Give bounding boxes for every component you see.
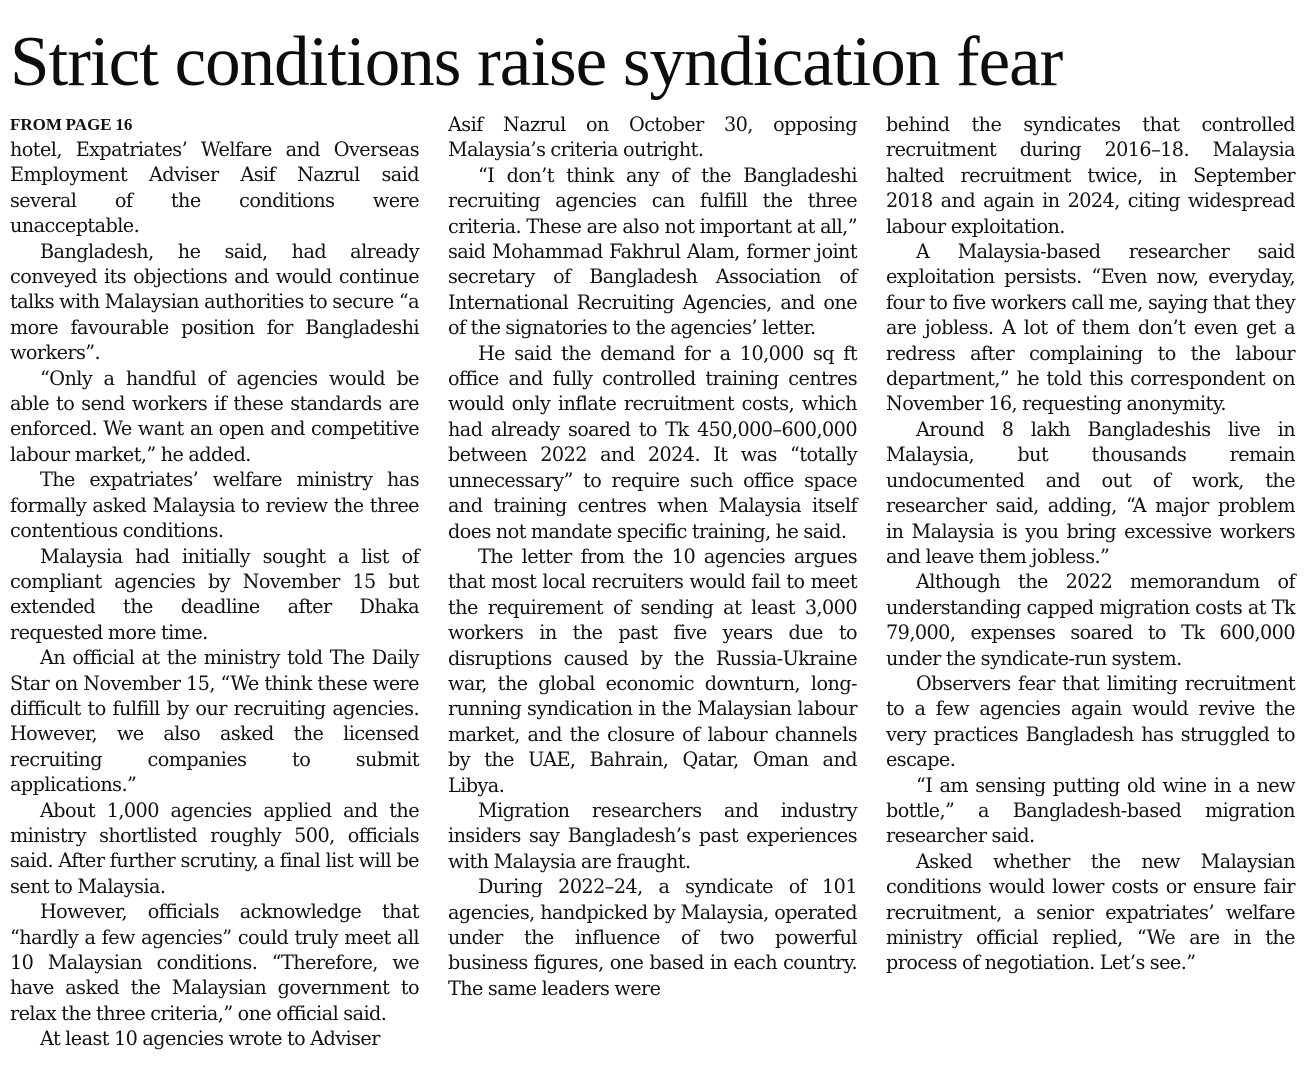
paragraph: Malaysia had initially sought a list of compliant agencies by November 15 but extended the deadline after Dhaka requested more time. (10, 544, 419, 644)
paragraph: At least 10 agencies wrote to Adviser (40, 1027, 380, 1051)
paragraph: Although the 2022 memorandum of understanding capped migration costs at Tk 79,000, expenses soared to Tk 600,000 under the syndicate-run system. (886, 570, 1295, 670)
paragraph: “I am sensing putting old wine in a new bottle,” a Bangladesh-based migration researcher said. (886, 773, 1295, 848)
paragraph: “I don’t think any of the Bangladeshi recruiting agencies can fulfill the three criteria. These are also not important at all,” said Mohammad Fakhrul Alam, former joint secretary of Bangladesh Association of International Recruiting Agencies, and one of the signatories to the agencies’ letter. (448, 163, 857, 340)
paragraph: Migration researchers and industry insiders say Bangladesh’s past experiences with Malaysia are fraught. (448, 798, 857, 873)
paragraph: “Only a handful of agencies would be able to send workers if these standards are enforced. We want an open and competitive labour market,” he added. (10, 366, 419, 466)
paragraph: hotel, Expatriates’ Welfare and Overseas Employment Adviser Asif Nazrul said several of the conditions were unacceptable. (10, 138, 419, 238)
article-column-3 (886, 112, 1295, 976)
paragraph: He said the demand for a 10,000 sq ft office and fully controlled training centres would only inflate recruitment costs, which had already soared to Tk 450,000–600,000 between 2022 and 2024. It was “totally unnecessary” to require such office space and training centres when Malaysia itself does not mandate specific training, he said. (448, 341, 857, 543)
paragraph: behind the syndicates that controlled recruitment during 2016–18. Malaysia halted recruitment twice, in September 2018 and again in 2024, citing widespread labour exploitation. (886, 113, 1295, 238)
article-column-2 (448, 112, 857, 1001)
paragraph: Around 8 lakh Bangladeshis live in Malaysia, but thousands remain undocumented and out of work, the researcher said, adding, “A major problem in Malaysia is you bring excessive workers and leave them jobless.” (886, 417, 1295, 568)
paragraph: Asked whether the new Malaysian conditions would lower costs or ensure fair recruitment, a senior expatriates’ welfare ministry official replied, “We are in the process of negotiation. Let’s see.” (886, 849, 1295, 975)
article-column-1 (10, 112, 419, 1052)
paragraph: However, officials acknowledge that “hardly a few agencies” could truly meet all 10 Malaysian conditions. “Therefore, we have asked the Malaysian government to relax the three criteria,” one official said. (10, 900, 419, 1025)
paragraph: Bangladesh, he said, had already conveyed its objections and would continue talks with Malaysian authorities to secure “a more favourable position for Bangladeshi workers”. (10, 239, 419, 365)
paragraph: An official at the ministry told The Daily Star on November 15, “We think these were difficult to fulfill by our recruiting agencies. However, we also asked the licensed recruiting companies to submit applications.” (10, 646, 419, 797)
paragraph: Asif Nazrul on October 30, opposing Malaysia’s criteria outright. (448, 113, 857, 162)
paragraph: Observers fear that limiting recruitment to a few agencies again would revive the very practices Bangladesh has struggled to escape. (886, 671, 1295, 772)
paragraph: The expatriates’ welfare ministry has formally asked Malaysia to review the three contentious conditions. (10, 468, 419, 543)
paragraph: A Malaysia-based researcher said exploitation persists. “Even now, everyday, four to five workers call me, saying that they are jobless. A lot of them don’t even get a redress after complaining to the labour department,” he told this correspondent on November 16, requesting anonymity. (886, 240, 1295, 416)
paragraph: During 2022–24, a syndicate of 101 agencies, handpicked by Malaysia, operated under the influence of two powerful business figures, one based in each country. The same leaders were (448, 875, 857, 1000)
continued-from-label: FROM PAGE 16 (10, 115, 133, 134)
paragraph: About 1,000 agencies applied and the ministry shortlisted roughly 500, officials said. After further scrutiny, a final list will be sent to Malaysia. (10, 798, 419, 898)
headline: Strict conditions raise syndication fear (10, 23, 1063, 101)
paragraph: The letter from the 10 agencies argues that most local recruiters would fail to meet the requirement of sending at least 3,000 workers in the past five years due to disruptions caused by the Russia-Ukraine war, the global economic downturn, long-running syndication in the Malaysian labour market, and the closure of labour channels by the UAE, Bahrain, Qatar, Oman and Libya. (448, 544, 857, 797)
